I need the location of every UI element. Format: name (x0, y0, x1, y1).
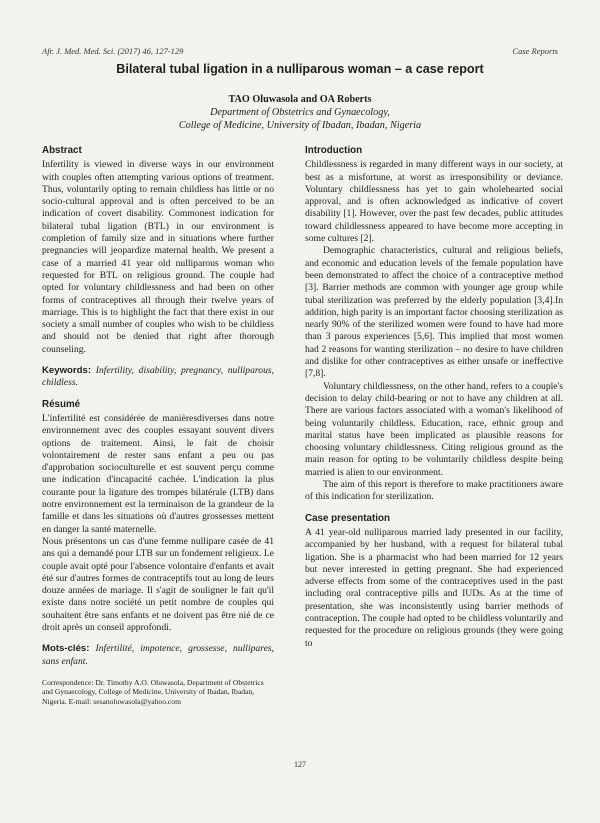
keywords-label: Keywords: (42, 365, 92, 377)
resume-paragraph-2: Nous présentons un cas d'une femme nullipare casée de 41 ans qui a demandé pour LTB sur un fondement religieux. Le couple avait opté pour l'absence volontaire d'enfants et avait été sur d'autres formes de contraceptifs tout au long de leurs douze années de mariage. Il s'agit de souligner le fait qu'il existe dans notre société un petit nombre de couples qui souhaitent être sans enfants et ne doivent pas être nié de ce droit après un conseil approfondi. (42, 535, 274, 633)
article-title: Bilateral tubal ligation in a nulliparous woman – a case report (116, 62, 484, 76)
introduction-paragraph-1: Childlessness is regarded in many different ways in our society, at best as a misfortune, at worst as irresponsibility or deviance. Voluntary childlessness has yet to gain wholehearted social approval, and is often acknowledged as indicative of covert disability [1]. However, over the past few decades, public attitudes toward childlessness appeared to have become more accepting in some cultures [2]. (305, 159, 563, 245)
introduction-paragraph-2: Demographic characteristics, cultural and religious beliefs, and economic and education levels of the female population have been demonstrated to affect the choice of a contraceptive method [3]. Barrier methods are common with younger age group while tubal sterilization was preferred by the elderly population [3,4].In addition, high parity is an important factor choosing sterilization as nearly 90% of the sterilized women were found to have had more than 3 parous experiences [5,6]. This implied that most women had 2 reasons for wanting sterilization – no desire to have children and dislike for other contraceptives as either unsafe or ineffective [7,8]. (305, 245, 563, 380)
section-label: Case Reports (512, 46, 558, 56)
introduction-paragraph-4: The aim of this report is therefore to make practitioners aware of this indication for sterilization. (305, 479, 563, 503)
left-column (42, 145, 274, 707)
case-presentation-text: A 41 year-old nulliparous married lady presented in our facility, accompanied by her husband, with a request for bilateral tubal ligation. She is a pharmacist who had been married for 12 years but never interested in getting pregnant. She had experienced adverse effects from some of the contraceptives used in the past including oral contraceptive pills and IUDs. As at the time of presentation, she was inconsistently using barrier methods of contraception. The couple had opted to be childless voluntarily and requested for the procedure on religious grounds (they were going to (305, 526, 563, 649)
author-block (0, 94, 600, 132)
correspondence-note: Correspondence: Dr. Timothy A.O. Oluwasola, Department of Obstetrics and Gynaecology, College of Medicine, University of Ibadan, Ibadan, Nigeria. E-mail: sesanoluwasola@yahoo.com (42, 677, 264, 707)
page-number: 127 (294, 760, 306, 769)
abstract-text: Infertility is viewed in diverse ways in our environment with couples often attempting various options of treatment. Thus, voluntarily opting to remain childless has little or no socio-cultural approval and is often perceived to be an indication of covert disability. Commonest indication for bilateral tubal ligation (BTL) in our environment is completion of family size and in situations where further pregnancies will jeopardize maternal health. We present a case of a married 41 year old nulliparous woman who requested for BTL on religious ground. The couple had opted for voluntary childlessness and had been on other forms of contraceptives all through their twelve years of marriage. This is to highlight the fact that there exist in our society a small number of couples who wish to be childless and should not be denied that right after thorough counseling. (42, 159, 274, 355)
keywords-text: Infertility, disability, pregnancy, nulliparous, childless. (42, 365, 274, 389)
resume-heading: Résumé (42, 398, 81, 410)
author-institution: College of Medicine, University of Ibadan, Ibadan, Nigeria (178, 119, 422, 131)
running-head (42, 46, 558, 56)
mots-cles (42, 643, 274, 668)
keywords (42, 365, 274, 390)
case-presentation-heading: Case presentation (305, 512, 390, 524)
author-department: Department of Obstetrics and Gynaecology, (210, 106, 390, 118)
introduction-paragraph-3: Voluntary childlessness, on the other hand, refers to a couple's decision to delay child-bearing or not to have any children at all. There are various factors associated with a woman's likelihood of being voluntarily childless. Education, race, ethnic group and marital status have been implicated as plausible reasons for choosing voluntary childlessness. Citing religious ground as the main reason for opting to be voluntarily childless despite being married is alien to our environment. (305, 380, 563, 478)
mots-cles-label: Mots-clés: (42, 643, 90, 655)
author-names: TAO Oluwasola and OA Roberts (228, 94, 372, 105)
right-column (305, 145, 563, 650)
abstract-heading: Abstract (42, 145, 82, 156)
mots-cles-text: Infertilité, impotence, grossesse, nullipares, sans enfant. (42, 643, 274, 667)
journal-citation: Afr. J. Med. Med. Sci. (2017) 46, 127-129 (42, 46, 184, 56)
resume-paragraph-1: L'infertilité est considérée de manièresdiverses dans notre environnement avec des couples essayant souvent divers options de traitement. Ainsi, le fait de choisir volontairement de rester sans enfant a peu ou pas d'approbation socioculturelle et est souvent perçu comme une indication d'incapacité cachée. L'indication la plus courante pour la ligature des trompes bilatérale (LTB) dans notre environnement est la terminaison de la grandeur de la famille et dans les situations où d'autres grossesses mettent en danger la santé maternelle. (42, 412, 274, 535)
introduction-heading: Introduction (305, 145, 363, 156)
